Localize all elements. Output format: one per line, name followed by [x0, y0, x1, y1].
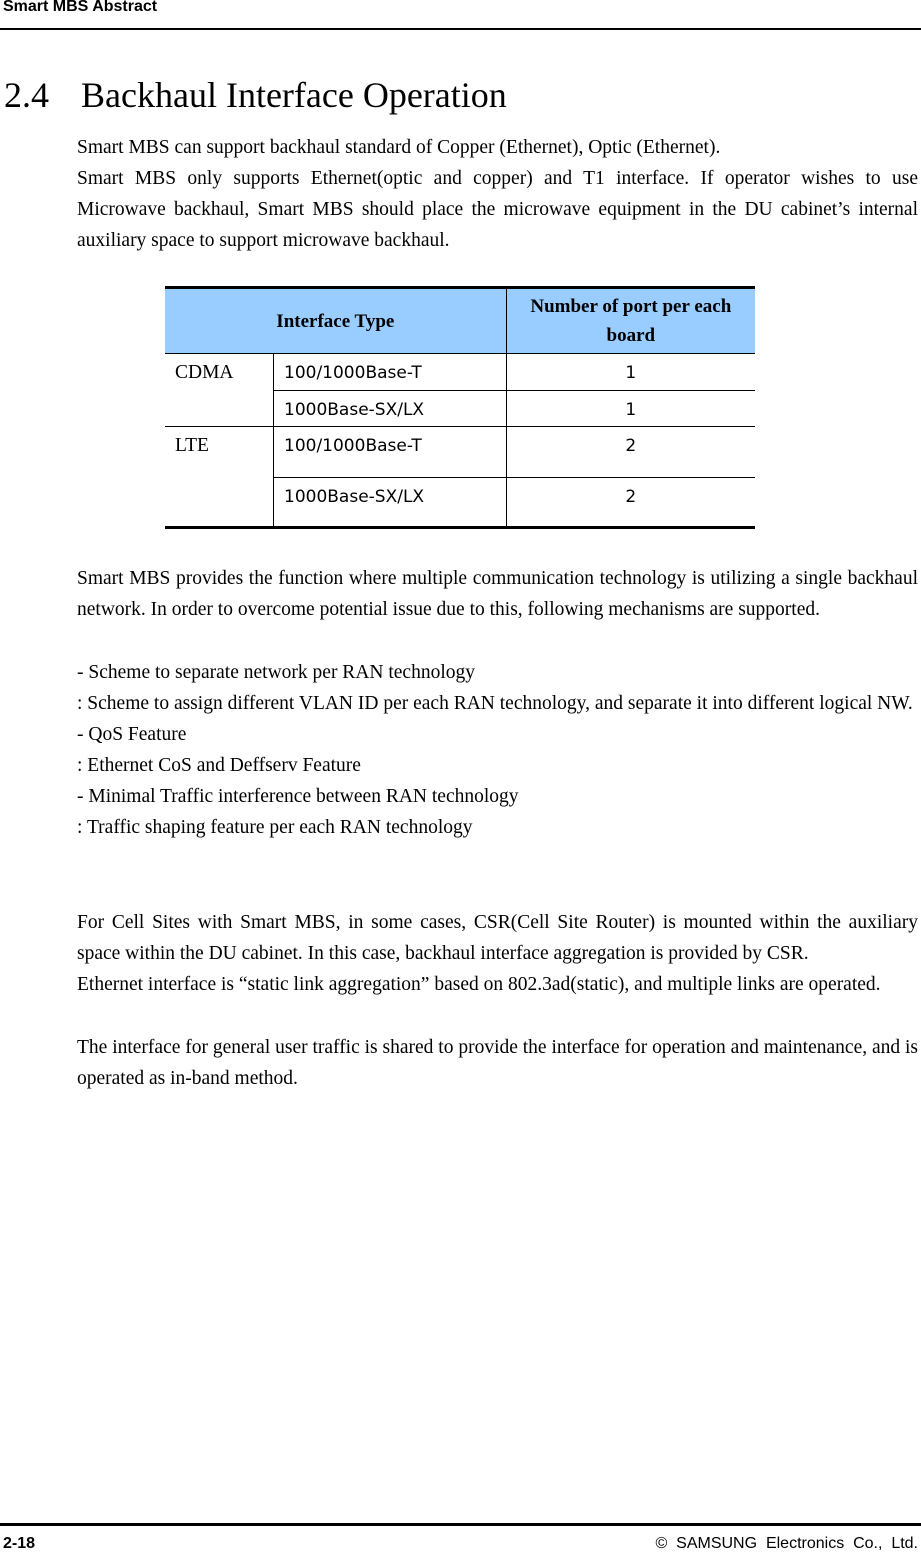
inband-text [77, 1032, 918, 1094]
mechanism-desc: : Scheme to assign different VLAN ID per each RAN technology, and separate it into different logical NW. [77, 693, 913, 714]
mechanism-desc: : Traffic shaping feature per each RAN technology [77, 817, 473, 838]
mechanism-title: - Scheme to separate network per RAN technology [77, 662, 475, 683]
table-row [165, 354, 755, 391]
section-title: Backhaul Interface Operation [81, 75, 507, 115]
ports-cell: 2 [506, 478, 755, 528]
mechanism-desc: : Ethernet CoS and Deffserv Feature [77, 755, 361, 776]
mechanism-title: - Minimal Traffic interference between RAN technology [77, 786, 519, 807]
ports-cell: 1 [506, 354, 755, 391]
running-header: Smart MBS Abstract [3, 0, 158, 15]
interface-cell: 1000Base-SX/LX [274, 391, 507, 427]
interface-cell: 1000Base-SX/LX [274, 478, 507, 528]
csr-text [77, 907, 918, 1000]
paragraph: For Cell Sites with Smart MBS, in some cases, CSR(Cell Site Router) is mounted within the auxiliary space within the DU cabinet. In this case, backhaul interface aggregation is provided by CSR. [77, 912, 918, 964]
tech-cell: LTE [165, 427, 274, 528]
mechanism-intro [77, 563, 918, 625]
page-number: 2-18 [3, 1535, 36, 1552]
tech-cell: CDMA [165, 354, 274, 427]
backhaul-interface-table [165, 286, 755, 529]
interface-cell: 100/1000Base-T [274, 354, 507, 391]
paragraph: Smart MBS only supports Ethernet(optic and copper) and T1 interface. If operator wishes to use Microwave backhaul, Smart MBS should place the microwave equipment in the DU cabinet’s internal auxiliary space to support microwave backhaul. [77, 168, 918, 251]
paragraph: Ethernet interface is “static link aggregation” based on 802.3ad(static), and multiple links are operated. [77, 974, 881, 995]
copyright: © SAMSUNG Electronics Co., Ltd. [655, 1535, 918, 1552]
table-row [165, 427, 755, 478]
mechanism-list [77, 657, 918, 843]
interface-cell: 100/1000Base-T [274, 427, 507, 478]
ports-cell: 1 [506, 391, 755, 427]
header-rule [0, 28, 921, 30]
table-header: Interface Type [165, 288, 506, 354]
paragraph: Smart MBS can support backhaul standard of Copper (Ethernet), Optic (Ethernet). [77, 137, 721, 158]
footer-rule [0, 1523, 921, 1526]
section-number: 2.4 [4, 75, 49, 115]
paragraph: Smart MBS provides the function where multiple communication technology is utilizing a single backhaul network. In order to overcome potential issue due to this, following mechanisms are supported. [77, 568, 918, 620]
paragraph: The interface for general user traffic is shared to provide the interface for operation and maintenance, and is operated as in-band method. [77, 1037, 919, 1089]
ports-cell: 2 [506, 427, 755, 478]
intro-text [77, 132, 918, 256]
table-header: Number of port per each board [506, 288, 755, 354]
mechanism-title: - QoS Feature [77, 724, 187, 745]
